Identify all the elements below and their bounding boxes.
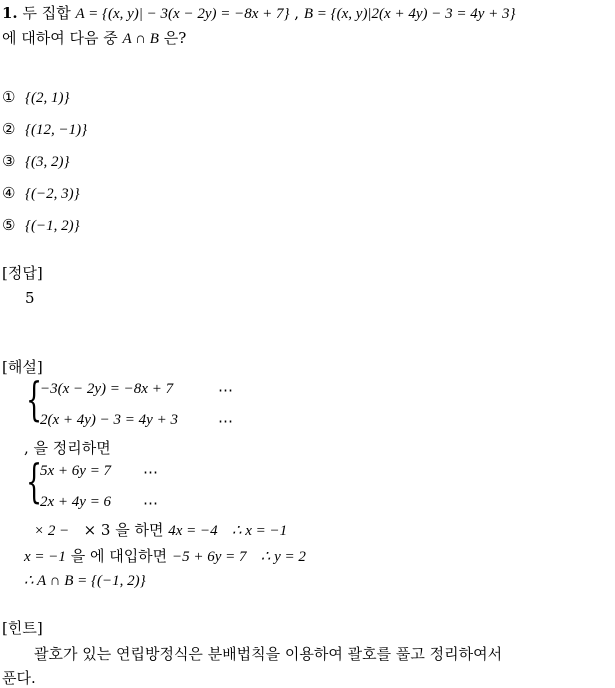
choice-value: {(12, −1)} — [25, 122, 88, 138]
step3 — [34, 519, 287, 540]
choice-marker: ⑤ — [2, 216, 16, 234]
system1-dots2: ⋯ — [218, 412, 233, 430]
solution-label: [해설] — [2, 358, 43, 376]
step4-b: 을 에 대입하면 — [70, 547, 168, 565]
step3-result: ∴ x = −1 — [231, 523, 288, 539]
choice-3 — [2, 152, 70, 171]
system2-dots2: ⋯ — [143, 494, 158, 512]
step5: ∴ A ∩ B = {(−1, 2)} — [24, 573, 146, 589]
hint-line-1: 괄호가 있는 연립방정식은 분배법칙을 이용하여 괄호를 풀고 정리하여서 — [34, 645, 503, 663]
step4-eq: −5 + 6y = 7 — [171, 549, 247, 565]
system2-eq2: 2x + 4y = 6 — [40, 494, 112, 510]
step3-b: × 3 을 하면 — [83, 521, 164, 539]
system1-dots1: ⋯ — [218, 381, 233, 399]
choice-4 — [2, 184, 80, 203]
choice-value: {(2, 1)} — [25, 90, 70, 106]
hint-label: [힌트] — [2, 619, 43, 637]
choice-1 — [2, 88, 70, 107]
step4-result: ∴ y = 2 — [260, 549, 306, 565]
system2-eq1: 5x + 6y = 7 — [40, 463, 112, 479]
answer-label: [정답] — [2, 264, 43, 282]
choice-marker: ④ — [2, 184, 16, 202]
problem-line2-end: 은? — [163, 29, 187, 47]
left-brace: { — [26, 372, 43, 426]
answer-value: 5 — [25, 289, 35, 307]
problem-line-1 — [2, 2, 516, 23]
system1-eq2: 2(x + 4y) − 3 = 4y + 3 — [40, 412, 178, 428]
problem-line2-text: 에 대하여 다음 중 — [2, 29, 118, 47]
choice-value: {(3, 2)} — [25, 154, 70, 170]
left-brace: { — [26, 454, 43, 508]
problem-comma: , — [294, 4, 300, 22]
choice-marker: ② — [2, 120, 16, 138]
organize-text: , 을 정리하면 — [24, 439, 111, 457]
system1-eq1: −3(x − 2y) = −8x + 7 — [40, 381, 174, 397]
problem-number: 1. — [2, 4, 18, 22]
step4 — [24, 545, 306, 566]
set-a: A = {(x, y)| − 3(x − 2y) = −8x + 7} — [75, 6, 290, 22]
system2-dots1: ⋯ — [143, 463, 158, 481]
choice-value: {(−1, 2)} — [25, 218, 80, 234]
choice-5 — [2, 216, 80, 235]
step3-eq: 4x = −4 — [168, 523, 218, 539]
set-b: B = {(x, y)|2(x + 4y) − 3 = 4y + 3} — [303, 6, 516, 22]
step4-a: x = −1 — [24, 549, 66, 565]
choice-value: {(−2, 3)} — [25, 186, 80, 202]
intersection: A ∩ B — [122, 31, 159, 47]
hint-line-2: 푼다. — [2, 669, 36, 687]
step3-a: × 2 − — [34, 523, 70, 539]
choice-marker: ③ — [2, 152, 16, 170]
problem-prefix: 두 집합 — [22, 4, 71, 22]
choice-2 — [2, 120, 87, 139]
choice-marker: ① — [2, 88, 16, 106]
problem-line-2 — [2, 27, 186, 48]
